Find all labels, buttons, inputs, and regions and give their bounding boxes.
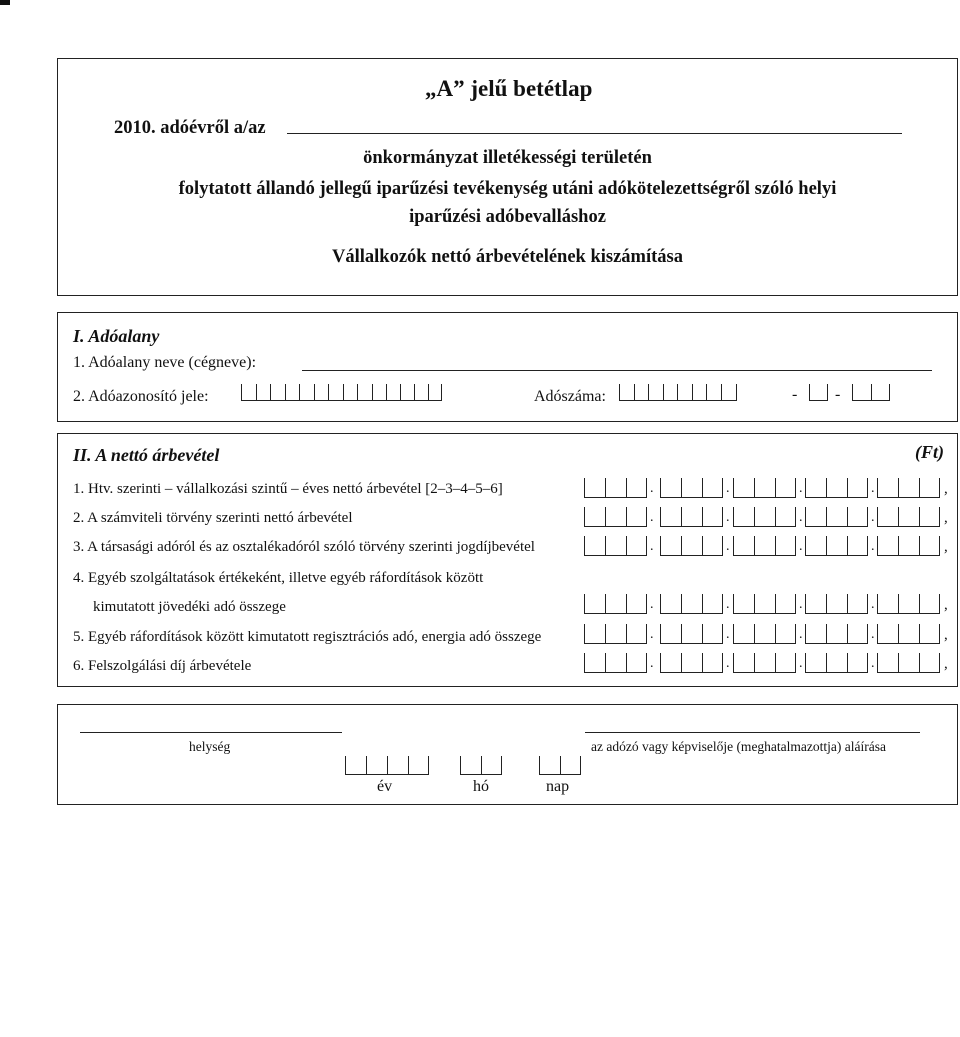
section-2-title: II. A nettó árbevétel <box>73 445 220 465</box>
amount-row-5-group-2[interactable] <box>660 624 723 641</box>
amount-separator-dot: . <box>871 656 875 671</box>
amount-separator-dot: . <box>871 597 875 612</box>
row-1-label: 1. Htv. szerinti – vállalkozási szintű – éves nettó árbevétel [2–3–4–5–6] <box>73 481 503 497</box>
amount-row-5-group-5[interactable] <box>877 624 940 641</box>
year-label: év <box>377 778 393 795</box>
place-label: helység <box>189 739 231 754</box>
row-6-label: 6. Felszolgálási díj árbevétele <box>73 658 252 674</box>
amount-row-6-group-5[interactable] <box>877 653 940 670</box>
amount-row-6-group-3[interactable] <box>733 653 796 670</box>
amount-comma: , <box>944 481 948 497</box>
amount-row-4-group-1[interactable] <box>584 594 647 611</box>
tax-number-main-boxes[interactable] <box>619 384 737 401</box>
form-title: „A” jelű betétlap <box>425 76 593 101</box>
row-2-label: 2. A számviteli törvény szerinti nettó árbevétel <box>73 510 353 526</box>
taxpayer-name-field[interactable] <box>302 370 932 371</box>
amount-row-6-group-2[interactable] <box>660 653 723 670</box>
amount-separator-dot: . <box>871 539 875 554</box>
tax-number-vat-box[interactable] <box>809 384 828 401</box>
amount-comma: , <box>944 539 948 555</box>
amount-row-1-group-3[interactable] <box>733 478 796 495</box>
amount-separator-dot: . <box>799 656 803 671</box>
amount-comma: , <box>944 627 948 643</box>
header-line-1: önkormányzat illetékességi területén <box>363 148 652 168</box>
amount-row-1-group-2[interactable] <box>660 478 723 495</box>
amount-separator-dot: . <box>799 627 803 642</box>
municipality-field[interactable] <box>287 133 902 134</box>
tax-number-dash-2: - <box>835 386 841 403</box>
amount-row-4-group-4[interactable] <box>805 594 868 611</box>
amount-separator-dot: . <box>650 597 654 612</box>
amount-row-5-group-3[interactable] <box>733 624 796 641</box>
amount-comma: , <box>944 656 948 672</box>
amount-row-3-group-2[interactable] <box>660 536 723 553</box>
day-label: nap <box>546 778 570 795</box>
row-5-label: 5. Egyéb ráfordítások között kimutatott regisztrációs adó, energia adó összege <box>73 629 542 645</box>
amount-row-5-group-4[interactable] <box>805 624 868 641</box>
amount-row-4-group-5[interactable] <box>877 594 940 611</box>
amount-row-1-group-4[interactable] <box>805 478 868 495</box>
amount-separator-dot: . <box>799 510 803 525</box>
section-1-title: I. Adóalany <box>73 326 160 346</box>
currency-unit: (Ft) <box>915 442 944 462</box>
page-corner-mark <box>0 0 10 5</box>
month-boxes[interactable] <box>460 756 502 773</box>
amount-row-6-group-4[interactable] <box>805 653 868 670</box>
amount-separator-dot: . <box>726 481 730 496</box>
amount-row-4-group-2[interactable] <box>660 594 723 611</box>
year-boxes[interactable] <box>345 756 429 773</box>
header-line-3: iparűzési adóbevalláshoz <box>409 207 606 227</box>
amount-separator-dot: . <box>871 481 875 496</box>
amount-row-5-group-1[interactable] <box>584 624 647 641</box>
amount-row-2-group-5[interactable] <box>877 507 940 524</box>
amount-row-4-group-3[interactable] <box>733 594 796 611</box>
amount-row-2-group-2[interactable] <box>660 507 723 524</box>
tax-id-label: 2. Adóazonosító jele: <box>73 388 209 405</box>
amount-row-3-group-4[interactable] <box>805 536 868 553</box>
amount-row-3-group-5[interactable] <box>877 536 940 553</box>
amount-separator-dot: . <box>650 510 654 525</box>
amount-separator-dot: . <box>799 539 803 554</box>
amount-row-2-group-3[interactable] <box>733 507 796 524</box>
amount-row-2-group-1[interactable] <box>584 507 647 524</box>
tax-number-label: Adószáma: <box>534 388 606 405</box>
amount-row-6-group-1[interactable] <box>584 653 647 670</box>
tax-number-county-boxes[interactable] <box>852 384 890 401</box>
amount-comma: , <box>944 597 948 613</box>
tax-number-dash-1: - <box>792 386 798 403</box>
amount-separator-dot: . <box>650 539 654 554</box>
amount-row-2-group-4[interactable] <box>805 507 868 524</box>
row-3-label: 3. A társasági adóról és az osztalékadóról szóló törvény szerinti jogdíjbevétel <box>73 539 535 555</box>
amount-separator-dot: . <box>650 627 654 642</box>
amount-separator-dot: . <box>799 597 803 612</box>
tax-id-boxes[interactable] <box>241 384 442 401</box>
amount-separator-dot: . <box>726 656 730 671</box>
signature-field[interactable] <box>585 732 920 733</box>
section-2-box <box>57 433 958 687</box>
day-boxes[interactable] <box>539 756 581 773</box>
row-4-label-cont: kimutatott jövedéki adó összege <box>93 599 286 615</box>
amount-separator-dot: . <box>871 510 875 525</box>
taxpayer-name-label: 1. Adóalany neve (cégneve): <box>73 354 257 371</box>
place-field[interactable] <box>80 732 342 733</box>
row-4-label: 4. Egyéb szolgáltatások értékeként, illetve egyéb ráfordítások között <box>73 570 484 586</box>
year-line-label: 2010. adóévről a/az <box>114 118 266 138</box>
amount-row-3-group-3[interactable] <box>733 536 796 553</box>
amount-row-1-group-5[interactable] <box>877 478 940 495</box>
month-label: hó <box>473 778 489 795</box>
amount-row-3-group-1[interactable] <box>584 536 647 553</box>
amount-separator-dot: . <box>726 539 730 554</box>
amount-separator-dot: . <box>799 481 803 496</box>
amount-comma: , <box>944 510 948 526</box>
amount-separator-dot: . <box>871 627 875 642</box>
header-line-4: Vállalkozók nettó árbevételének kiszámítása <box>332 247 683 267</box>
amount-separator-dot: . <box>726 627 730 642</box>
amount-separator-dot: . <box>726 510 730 525</box>
amount-separator-dot: . <box>650 481 654 496</box>
amount-separator-dot: . <box>726 597 730 612</box>
header-line-2: folytatott állandó jellegű iparűzési tevékenység utáni adókötelezettségről szóló helyi <box>178 179 837 199</box>
amount-row-1-group-1[interactable] <box>584 478 647 495</box>
signature-label: az adózó vagy képviselője (meghatalmazottja) aláírása <box>591 739 886 754</box>
amount-separator-dot: . <box>650 656 654 671</box>
